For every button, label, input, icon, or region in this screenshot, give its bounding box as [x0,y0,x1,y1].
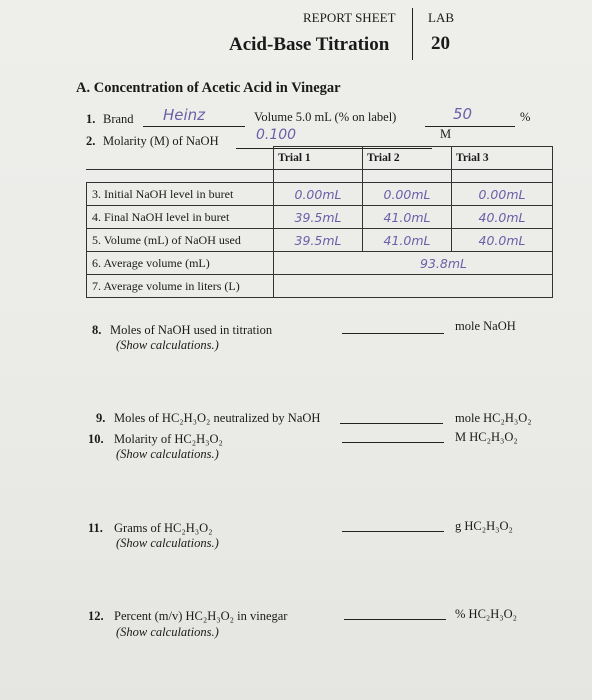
row-label: 5. Volume (mL) of NaOH used [87,229,274,252]
molarity-value: 0.100 [256,127,297,143]
q9-number: 9. [96,411,106,425]
spacer-cell [87,170,274,183]
percent-unit: % [520,110,531,124]
cell-value: 39.5mL [294,209,342,225]
volume-label: Volume 5.0 mL (% on label) [254,110,397,124]
q8-unit: mole NaOH [455,319,516,333]
spacer-cell [452,170,553,183]
table-corner [87,147,274,170]
table-row [87,229,553,252]
q8-number: 8. [92,323,102,337]
q9-unit: mole HC₂H₃O₂ [455,411,532,425]
q8-show-calc: (Show calculations.) [116,338,219,352]
titration-table [86,146,553,298]
q12-unit: % HC₂H₃O₂ [455,607,518,621]
percent-field[interactable] [425,105,515,127]
table-cell[interactable] [274,229,363,252]
table-header-row [87,147,553,170]
row-label: 7. Average volume in liters (L) [87,275,274,298]
table-row [87,183,553,206]
q9-answer-line[interactable] [340,423,443,424]
row-label: 6. Average volume (mL) [87,252,274,275]
q10-show-calc: (Show calculations.) [116,447,219,461]
spacer-cell [274,170,363,183]
cell-value: 41.0mL [383,232,431,248]
section-heading: A. Concentration of Acetic Acid in Vinegar [76,80,341,96]
q12-answer-line[interactable] [344,619,446,620]
spacer-cell [363,170,452,183]
cell-value: 40.0mL [478,209,526,225]
q8-label: Moles of NaOH used in titration [110,323,273,337]
table-cell[interactable] [452,229,553,252]
q9-label: Moles of HC₂H₃O₂ neutralized by NaOH [114,411,321,425]
average-liters-cell[interactable] [274,275,553,298]
table-spacer-row [87,170,553,183]
q2-label: Molarity (M) of NaOH [103,134,219,148]
q12-label: Percent (m/v) HC₂H₃O₂ in vinegar [114,609,288,623]
header-trial-3: Trial 3 [452,147,553,170]
q10-number: 10. [88,432,104,446]
header-divider [412,8,413,60]
q10-label: Molarity of HC₂H₃O₂ [114,432,223,446]
row-label: 3. Initial NaOH level in buret [87,183,274,206]
cell-value: 93.8mL [420,255,467,271]
table-row [87,252,553,275]
brand-value: Heinz [163,106,206,124]
table-cell[interactable] [363,206,452,229]
q1-label: Brand [103,112,134,126]
q1-number: 1. [86,112,96,126]
brand-field[interactable] [143,106,245,127]
page-title: Acid-Base Titration [229,34,390,55]
table-cell[interactable] [452,206,553,229]
table-cell[interactable] [363,229,452,252]
q12-show-calc: (Show calculations.) [116,625,219,639]
cell-value: 0.00mL [478,186,526,202]
table-cell[interactable] [452,183,553,206]
q10-answer-line[interactable] [342,442,444,443]
cell-value: 40.0mL [478,232,526,248]
lab-number: 20 [431,33,450,54]
q11-answer-line[interactable] [342,531,444,532]
average-volume-cell[interactable] [274,252,553,275]
table-cell[interactable] [274,183,363,206]
table-row [87,275,553,298]
report-sheet-label: REPORT SHEET [303,10,396,25]
header-trial-2: Trial 2 [363,147,452,170]
q2-number: 2. [86,134,96,148]
cell-value: 0.00mL [383,186,431,202]
q10-unit: M HC₂H₃O₂ [455,430,518,444]
percent-value: 50 [453,105,473,123]
molarity-unit: M [440,127,452,141]
lab-label: LAB [428,10,454,25]
table-cell[interactable] [363,183,452,206]
table-row [87,206,553,229]
q11-number: 11. [88,521,103,535]
cell-value: 41.0mL [383,209,431,225]
q8-answer-line[interactable] [342,333,444,334]
q11-show-calc: (Show calculations.) [116,536,219,550]
row-label: 4. Final NaOH level in buret [87,206,274,229]
cell-value: 39.5mL [294,232,342,248]
q11-label: Grams of HC₂H₃O₂ [114,521,213,535]
header-trial-1: Trial 1 [274,147,363,170]
cell-value: 0.00mL [294,186,342,202]
q12-number: 12. [88,609,104,623]
q11-unit: g HC₂H₃O₂ [455,519,513,533]
table-cell[interactable] [274,206,363,229]
